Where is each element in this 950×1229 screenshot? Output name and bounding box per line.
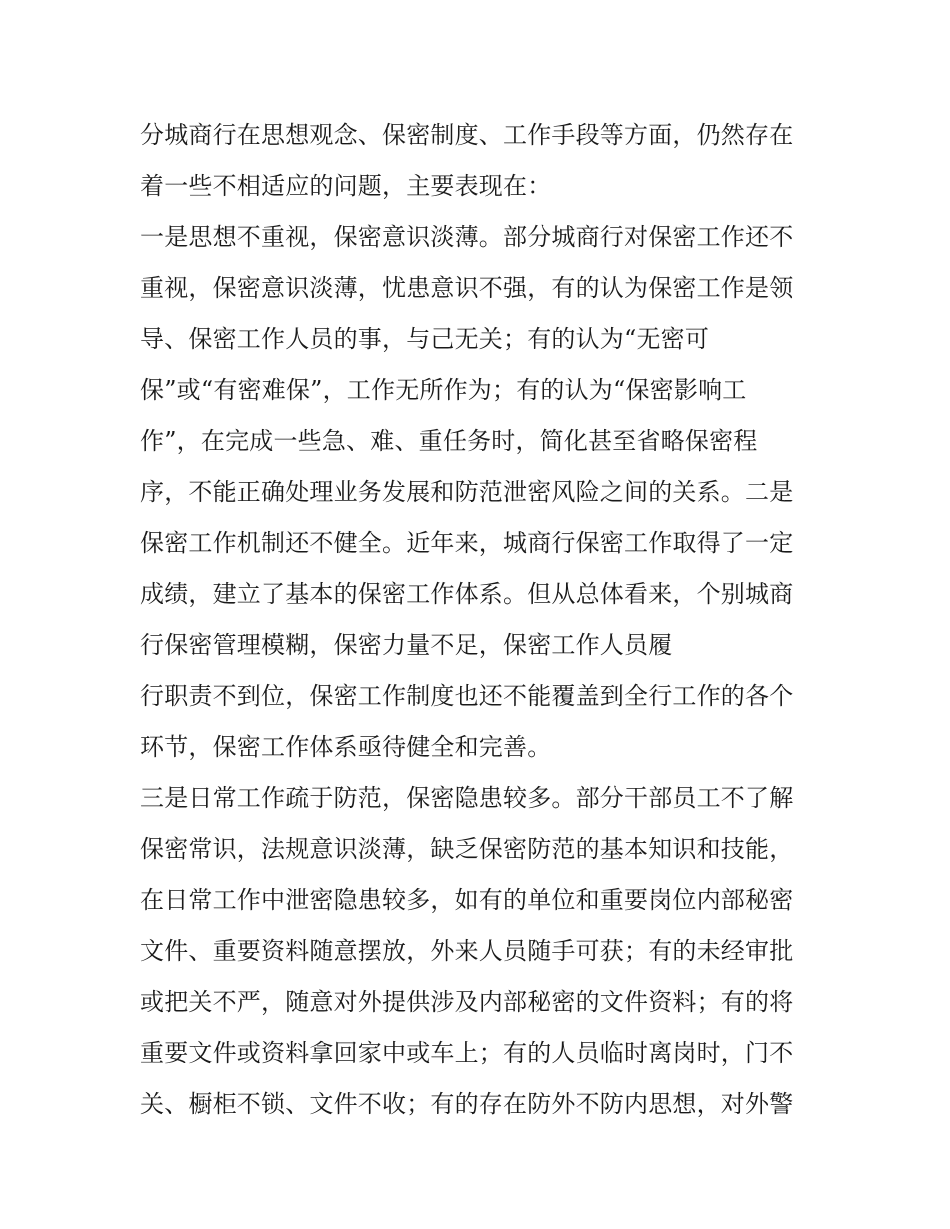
text-line: 成绩，建立了基本的保密工作体系。但从总体看来，个别城商: [140, 580, 794, 608]
text-line: 保密常识，法规意识淡薄，缺乏保密防范的基本知识和技能，: [140, 835, 794, 863]
text-line: 序，不能正确处理业务发展和防范泄密风险之间的关系。二是: [140, 478, 794, 506]
text-line: 环节，保密工作体系亟待健全和完善。: [140, 733, 552, 761]
text-line: 关、橱柜不锁、文件不收；有的存在防外不防内思想，对外警: [140, 1090, 794, 1118]
body-text: [140, 110, 820, 1130]
text-line: 保”或“有密难保”，工作无所作为；有的认为“保密影响工: [140, 376, 747, 404]
text-line: 重要文件或资料拿回家中或车上；有的人员临时离岗时，门不: [140, 1039, 794, 1067]
text-line: 文件、重要资料随意摆放，外来人员随手可获；有的未经审批: [140, 937, 794, 965]
text-line: 着一些不相适应的问题，主要表现在：: [140, 172, 552, 200]
text-line: 重视，保密意识淡薄，忧患意识不强，有的认为保密工作是领: [140, 274, 794, 302]
text-line: 保密工作机制还不健全。近年来，城商行保密工作取得了一定: [140, 529, 794, 557]
text-line: 作”，在完成一些急、难、重任务时，简化甚至省略保密程: [140, 427, 758, 455]
text-line: 行职责不到位，保密工作制度也还不能覆盖到全行工作的各个: [140, 682, 794, 710]
text-line: 三是日常工作疏于防范，保密隐患较多。部分干部员工不了解: [140, 784, 794, 812]
text-line: 导、保密工作人员的事，与己无关；有的认为“无密可: [140, 325, 710, 353]
text-line: 一是思想不重视，保密意识淡薄。部分城商行对保密工作还不: [140, 223, 794, 251]
text-line: 行保密管理模糊，保密力量不足，保密工作人员履: [140, 631, 673, 659]
text-line: 分城商行在思想观念、保密制度、工作手段等方面，仍然存在: [140, 121, 794, 149]
text-line: 在日常工作中泄密隐患较多，如有的单位和重要岗位内部秘密: [140, 886, 794, 914]
text-line: 或把关不严，随意对外提供涉及内部秘密的文件资料；有的将: [140, 988, 794, 1016]
